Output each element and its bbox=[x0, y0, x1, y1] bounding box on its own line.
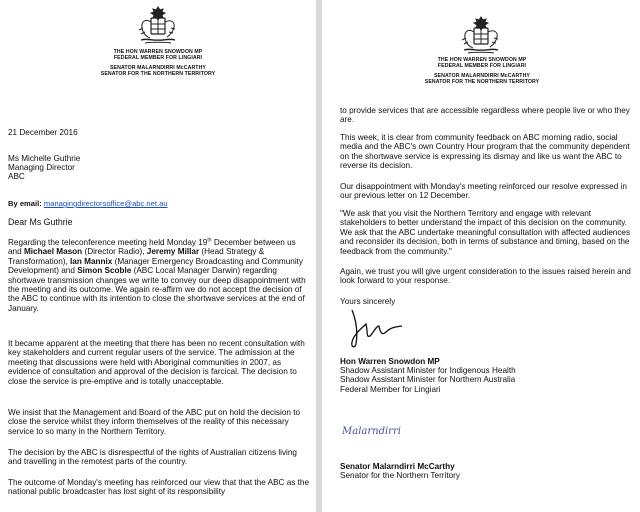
paragraph-1 bbox=[8, 238, 310, 313]
salutation: Dear Ms Guthrie bbox=[8, 217, 73, 227]
signatory-2 bbox=[340, 462, 634, 480]
letter-date: 21 December 2016 bbox=[8, 128, 78, 137]
letterhead-line-1: THE HON WARREN SNOWDON MP bbox=[437, 57, 527, 63]
recipient-name: Ms Michelle Guthrie bbox=[8, 154, 81, 163]
closing: Yours sincerely bbox=[340, 297, 396, 306]
page2-paragraph-1: to provide services that are accessible regardless where people live or who they are. bbox=[340, 106, 630, 125]
email-label: By email: bbox=[8, 199, 42, 208]
letterhead-line-2: FEDERAL MEMBER FOR LINGIARI bbox=[113, 55, 203, 62]
signatory-1 bbox=[340, 357, 634, 394]
coat-of-arms-icon bbox=[456, 14, 506, 56]
letterhead bbox=[78, 49, 238, 78]
p1-text-a: Regarding the teleconference meeting held Monday 19 bbox=[8, 238, 208, 247]
signatory-2-name: Senator Malarndirri McCarthy bbox=[340, 462, 455, 471]
recipient-org: ABC bbox=[8, 172, 25, 181]
p1-text-c: (Director Radio), bbox=[82, 247, 147, 257]
page2-paragraph-2: This week, it is clear from community feedback on ABC morning radio, social media and the ABC's own Country Hour program that the community dependent on the shortwave service is expressing its dismay and like us want the ABC to reverse its decision. bbox=[340, 133, 630, 171]
signatory-1-role-3: Federal Member for Lingiari bbox=[340, 384, 441, 394]
letter-page-1 bbox=[0, 0, 316, 512]
signatory-2-role: Senator for the Northern Territory bbox=[340, 471, 460, 481]
paragraph-3: We insist that the Management and Board of the ABC put on hold the decision to close the service whilst they inform themselves of the reality of this necessary service to so many in the Northern Territory. bbox=[8, 408, 301, 436]
p1-name-mannix: Ian Mannix bbox=[70, 256, 113, 266]
p1-name-millar: Jeremy Millar bbox=[146, 247, 200, 257]
p1-text-b: December between us and bbox=[8, 238, 296, 257]
recipient-address bbox=[8, 154, 308, 181]
p1-superscript: th bbox=[207, 237, 212, 244]
coat-of-arms-icon bbox=[133, 4, 183, 46]
signature-mccarthy bbox=[342, 421, 401, 439]
p1-text-f: (ABC Local Manager Darwin) regarding shortwave transmission changes we write to convey our deep disappointment with the meeting and its outcome. We again re-affirm we do not accept the decision of the ABC to continue with its intention to close the shortwave services at the end of January. bbox=[8, 266, 306, 313]
p1-name-scoble: Simon Scoble bbox=[77, 266, 132, 276]
letterhead bbox=[402, 57, 562, 86]
letterhead-line-4: SENATOR FOR THE NORTHERN TERRITORY bbox=[424, 79, 540, 86]
signatory-1-name: Hon Warren Snowdon MP bbox=[340, 357, 440, 366]
paragraph-2: It became apparent at the meeting that there has been no recent consultation with key stakeholders and current regular users of the service. The admission at the meeting that discussions were held with Aboriginal communities in 2007, as evidence of consultation and approval of the decision is farcical. The decision to close the service is pre-emptive and is totally unacceptable. bbox=[8, 339, 305, 386]
page2-paragraph-3: Our disappointment with Monday's meeting reinforced our resolve expressed in our previous letter on 12 December. bbox=[340, 182, 627, 201]
email-link[interactable]: managingdirectorsoffice@abc.net.au bbox=[43, 199, 168, 208]
letterhead-line-2: FEDERAL MEMBER FOR LINGIARI bbox=[437, 63, 527, 70]
paragraph-4: The decision by the ABC is disrespectful of the rights of Australian citizens living and travelling in the remotest parts of the country. bbox=[8, 448, 297, 467]
signatory-1-role-2: Shadow Assistant Minister for Northern Australia bbox=[340, 375, 516, 385]
quoted-request: "We ask that you visit the Northern Territory and engage with relevant stakeholders to better understand the impact of this decision on the community. We ask that the ABC undertake meaningful consultation with affected audiences and reconsider its decision, both in terms of substance and timing, based on the feedback from the community." bbox=[340, 209, 631, 256]
p1-name-mason: Michael Mason bbox=[23, 247, 83, 257]
letterhead-line-3: SENATOR MALARNDIRRI McCARTHY bbox=[434, 72, 530, 79]
letterhead-line-3: SENATOR MALARNDIRRI McCARTHY bbox=[110, 64, 206, 71]
paragraph-5: The outcome of Monday's meeting has reinforced our view that that the ABC as the national public broadcaster has lost sight of its responsibility bbox=[8, 478, 310, 497]
p1-text-e: (Manager Emergency Broadcasting and Community Development) and bbox=[8, 256, 304, 276]
email-line bbox=[8, 199, 308, 209]
signature-snowdon bbox=[346, 306, 408, 350]
letter-page-2 bbox=[322, 0, 640, 512]
signatory-1-role-1: Shadow Assistant Minister for Indigenous Health bbox=[340, 366, 516, 376]
page2-paragraph-4: Again, we trust you will give urgent consideration to the issues raised herein and look forward to your response. bbox=[340, 267, 631, 286]
signature-mccarthy-text: Malarndirri bbox=[342, 426, 401, 437]
letterhead-line-1: THE HON WARREN SNOWDON MP bbox=[113, 49, 203, 55]
recipient-title: Managing Director bbox=[8, 163, 75, 172]
letterhead-line-4: SENATOR FOR THE NORTHERN TERRITORY bbox=[100, 71, 216, 78]
p1-text-d: (Head Strategy & Transformation), bbox=[8, 247, 265, 266]
